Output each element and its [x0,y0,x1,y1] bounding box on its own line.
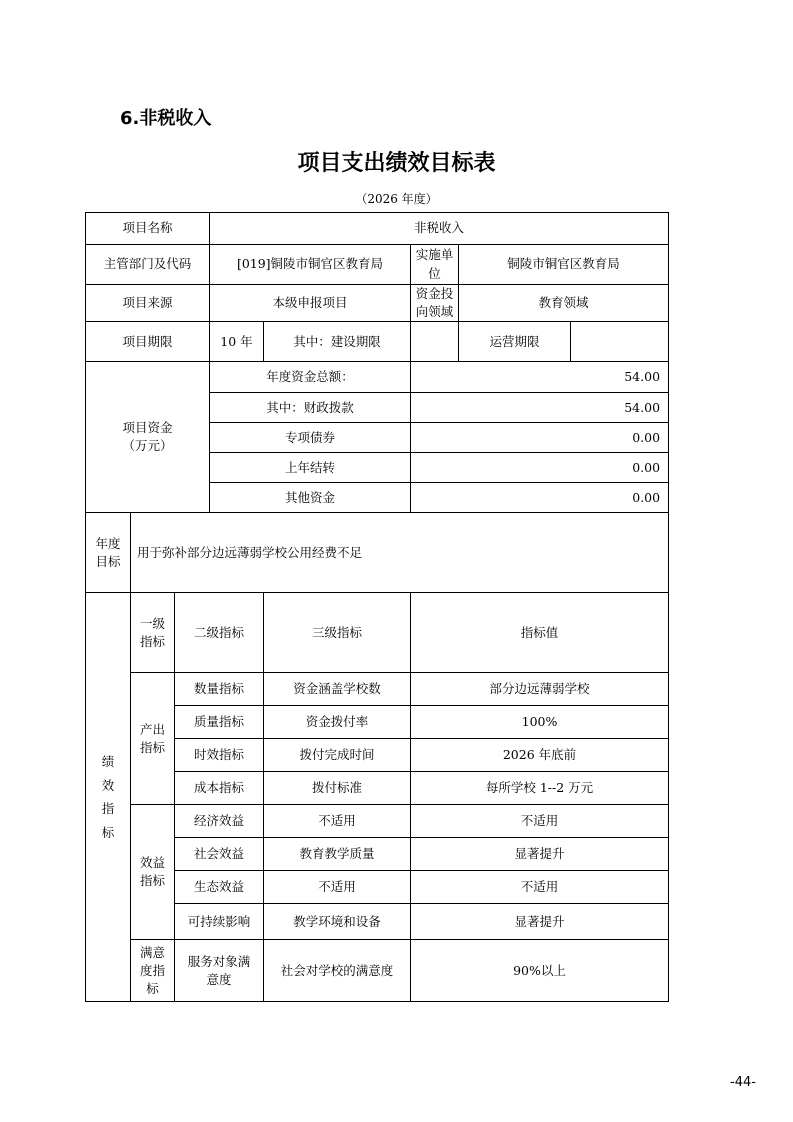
document-subtitle: （2026 年度） [355,192,438,206]
level2-cell: 质量指标 [175,706,264,739]
source-label: 项目来源 [86,285,210,322]
value-cell: 不适用 [411,805,669,838]
value-cell: 显著提升 [411,838,669,871]
operation-period-value [571,322,669,362]
value-cell: 90%以上 [411,940,669,1002]
funds-total-label: 年度资金总额： [210,362,411,393]
level2-cell [175,940,264,1002]
funds-carryover-label: 上年结转 [210,453,411,483]
value-cell: 显著提升 [411,904,669,940]
header-level1 [131,593,175,673]
domain-value: 教育领域 [459,285,669,322]
funds-label [86,362,210,513]
indicator-row [86,940,669,1002]
header-level3: 三级指标 [264,593,411,673]
header-value: 指标值 [411,593,669,673]
satisfaction-level2-line1: 服务对象满 [187,953,251,969]
level3-cell: 资金涵盖学校数 [264,673,411,706]
value-cell: 部分边远薄弱学校 [411,673,669,706]
source-value: 本级申报项目 [210,285,411,322]
funds-bond-label: 专项债券 [210,423,411,453]
section-heading: 6.非税收入 [120,108,212,129]
funds-other-label: 其他资金 [210,483,411,513]
row-period [86,322,669,362]
level3-cell: 教学环境和设备 [264,904,411,940]
value-cell: 每所学校 1--2 万元 [411,772,669,805]
row-department [86,245,669,285]
page-number: -44- [730,1075,756,1090]
indicators-label-char: 标 [101,825,115,840]
level2-cell: 可持续影响 [175,904,264,940]
row-annual-goal [86,513,669,593]
benefit-label-line1: 效益 [139,855,165,871]
header-level1-line2: 指标 [139,633,165,649]
row-source [86,285,669,322]
header-level2: 二级指标 [175,593,264,673]
output-label-line1: 产出 [139,721,165,737]
level3-cell: 资金拨付率 [264,706,411,739]
indicator-row [86,673,669,706]
level3-cell: 社会对学校的满意度 [264,940,411,1002]
annual-goal-label [86,513,131,593]
satisfaction-level2-line2: 意度 [206,971,232,987]
level3-cell: 不适用 [264,805,411,838]
level2-cell: 数量指标 [175,673,264,706]
funds-carryover-value: 0.00 [411,453,669,483]
funds-other-value: 0.00 [411,483,669,513]
level2-cell: 经济效益 [175,805,264,838]
indicators-section-label [86,593,131,1002]
construction-period-value [411,322,459,362]
satisfaction-label-line2: 度指 [139,962,165,978]
indicators-label-char: 效 [101,777,115,793]
indicators-label-char: 指 [101,801,115,817]
value-cell: 100% [411,706,669,739]
row-indicator-header [86,593,669,673]
level2-cell: 生态效益 [175,871,264,904]
level3-cell: 教育教学质量 [264,838,411,871]
row-project-name [86,213,669,245]
funds-total-value: 54.00 [411,362,669,393]
funds-bond-value: 0.00 [411,423,669,453]
satisfaction-indicators-label [131,940,175,1002]
indicator-row [86,805,669,838]
level3-cell: 拨付完成时间 [264,739,411,772]
indicators-label-char: 绩 [101,753,115,769]
dept-value: [019]铜陵市铜官区教育局 [210,245,411,285]
satisfaction-label-line1: 满意 [139,944,165,960]
annual-goal-label-line2: 目标 [95,553,121,569]
impl-unit-label: 实施单位 [411,245,459,285]
header-level1-line1: 一级 [139,615,165,631]
period-label: 项目期限 [86,322,210,362]
value-cell: 2026 年底前 [411,739,669,772]
row-funds-total [86,362,669,393]
construction-period-label: 其中：建设期限 [264,322,411,362]
annual-goal-text: 用于弥补部分边远薄弱学校公用经费不足 [131,513,669,593]
operation-period-label: 运营期限 [459,322,571,362]
level2-cell: 成本指标 [175,772,264,805]
benefit-indicators-label [131,805,175,940]
value-cell: 不适用 [411,871,669,904]
funds-fiscal-label: 其中：财政拨款 [210,393,411,423]
impl-unit-value: 铜陵市铜官区教育局 [459,245,669,285]
annual-goal-label-line1: 年度 [95,535,121,551]
project-name-value: 非税收入 [210,213,669,245]
performance-target-table [85,212,669,1002]
level2-cell: 时效指标 [175,739,264,772]
benefit-label-line2: 指标 [139,873,165,889]
dept-label: 主管部门及代码 [86,245,210,285]
level3-cell: 拨付标准 [264,772,411,805]
output-label-line2: 指标 [139,739,165,755]
funds-label-line1: 项目资金 [122,420,173,436]
level3-cell: 不适用 [264,871,411,904]
document-title: 项目支出绩效目标表 [297,151,496,176]
funds-label-line2: （万元） [122,438,173,454]
project-name-label: 项目名称 [86,213,210,245]
domain-label: 资金投向领域 [411,285,459,322]
satisfaction-label-line3: 标 [146,980,159,996]
output-indicators-label [131,673,175,805]
level2-cell: 社会效益 [175,838,264,871]
period-value: 10 年 [210,322,264,362]
funds-fiscal-value: 54.00 [411,393,669,423]
